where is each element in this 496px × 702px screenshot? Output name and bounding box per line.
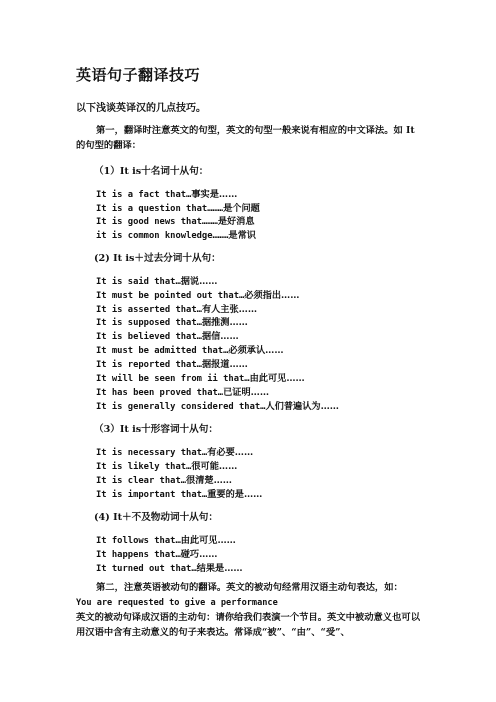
pattern-zh: 很可能…… — [191, 461, 238, 472]
pattern-zh: 有必要…… — [207, 447, 254, 458]
pattern-zh: 碰巧…… — [180, 549, 218, 560]
pattern-en: It is a question that……… — [96, 204, 224, 214]
pattern-zh: 据推测…… — [201, 317, 248, 328]
pattern-zh: 结果是…… — [196, 563, 243, 574]
pattern-en: It must be admitted that… — [96, 346, 229, 356]
pattern-zh: 据报道…… — [201, 359, 248, 370]
pattern-zh: 是个问题 — [223, 203, 260, 214]
pattern-line — [96, 227, 256, 241]
pattern-en: It is important that… — [96, 490, 208, 500]
pattern-en: It is a fact that… — [96, 190, 192, 200]
pattern-line — [96, 532, 236, 546]
pattern-line — [96, 287, 299, 301]
pattern-line — [96, 546, 218, 560]
pattern-en: It turned out that… — [96, 564, 197, 574]
pattern-en: It follows that… — [96, 536, 181, 546]
pattern-line — [96, 301, 257, 315]
paragraph-first: 第一，翻译时注意英文的句型，英文的句型一般来说有相应的中文译法。如 It 的句型的翻译： — [76, 125, 415, 151]
pattern-zh: 据信…… — [201, 331, 239, 342]
pattern-zh: 很清楚…… — [186, 475, 232, 486]
section-heading-2: (2) It is＋过去分词十从句： — [94, 253, 221, 264]
pattern-en: It is said that… — [96, 277, 181, 287]
pattern-line — [96, 213, 255, 227]
pattern-line — [96, 444, 253, 458]
pattern-line — [96, 398, 339, 412]
pattern-line — [96, 486, 262, 500]
pattern-line — [96, 200, 260, 214]
pattern-en: It is reported that… — [96, 360, 202, 370]
pattern-en: It is believed that… — [96, 332, 202, 342]
section-heading-1: （1）It is十名词十从句： — [94, 166, 209, 177]
pattern-en: It is good news that……… — [96, 217, 218, 227]
pattern-line — [96, 356, 248, 370]
intro-text: 以下浅谈英译汉的几点技巧。 — [76, 103, 206, 114]
pattern-zh: 据说…… — [180, 276, 218, 287]
pattern-zh: 有人主张…… — [201, 304, 258, 315]
pattern-zh: 是好消息 — [217, 216, 255, 227]
pattern-zh: 必须承认…… — [228, 345, 284, 356]
pattern-en: It is clear that… — [96, 476, 187, 486]
pattern-line — [96, 384, 269, 398]
pattern-zh: 事实是…… — [191, 189, 238, 200]
pattern-en: It will be seen from ii that… — [96, 374, 250, 384]
pattern-en: It is supposed that… — [96, 318, 202, 328]
pattern-zh: 由此可见…… — [249, 373, 305, 384]
pattern-en: It is likely that… — [96, 462, 192, 472]
pattern-zh: 是常识 — [228, 230, 256, 241]
pattern-zh: 由此可见…… — [180, 535, 236, 546]
pattern-line — [96, 186, 237, 200]
pattern-zh: 重要的是…… — [207, 489, 263, 500]
pattern-en: It is necessary that… — [96, 448, 208, 458]
pattern-en: It is asserted that… — [96, 305, 202, 315]
pattern-zh: 已证明…… — [223, 387, 270, 398]
paragraph-second-continued: 英文的被动句译成汉语的主动句：请你给我们表演一个节目。英文中被动意义也可以用汉语中含有主动意义的句子来表达。常译成“被”、“由”、“受”、 — [76, 612, 420, 638]
pattern-en: It must be pointed out that… — [96, 291, 245, 301]
pattern-en: It has been proved that… — [96, 388, 224, 398]
example-sentence: You are requested to give a performance — [76, 598, 278, 608]
pattern-en: It happens that… — [96, 550, 181, 560]
pattern-line — [96, 472, 232, 486]
document-title: 英语句子翻译技巧 — [76, 66, 201, 84]
paragraph-second-text: 第二，注意英语被动句的翻译。英文的被动句经常用汉语主动句表达，如： — [96, 582, 403, 593]
pattern-line — [96, 273, 218, 287]
paragraph-second — [76, 580, 426, 611]
pattern-en: It is generally considered that… — [96, 402, 266, 412]
pattern-line — [96, 342, 284, 356]
pattern-line — [96, 314, 248, 328]
pattern-zh: 必须指出…… — [244, 290, 300, 301]
section-heading-3: （3）It is十形容词十从句： — [94, 424, 218, 435]
pattern-line — [96, 328, 239, 342]
pattern-zh: 人们普遍认为…… — [265, 401, 339, 412]
pattern-line — [96, 370, 305, 384]
pattern-line — [96, 560, 243, 574]
pattern-line — [96, 458, 237, 472]
section-heading-4: (4) It＋不及物动词十从句： — [94, 512, 218, 523]
pattern-en: it is common knowledge……… — [96, 231, 229, 241]
